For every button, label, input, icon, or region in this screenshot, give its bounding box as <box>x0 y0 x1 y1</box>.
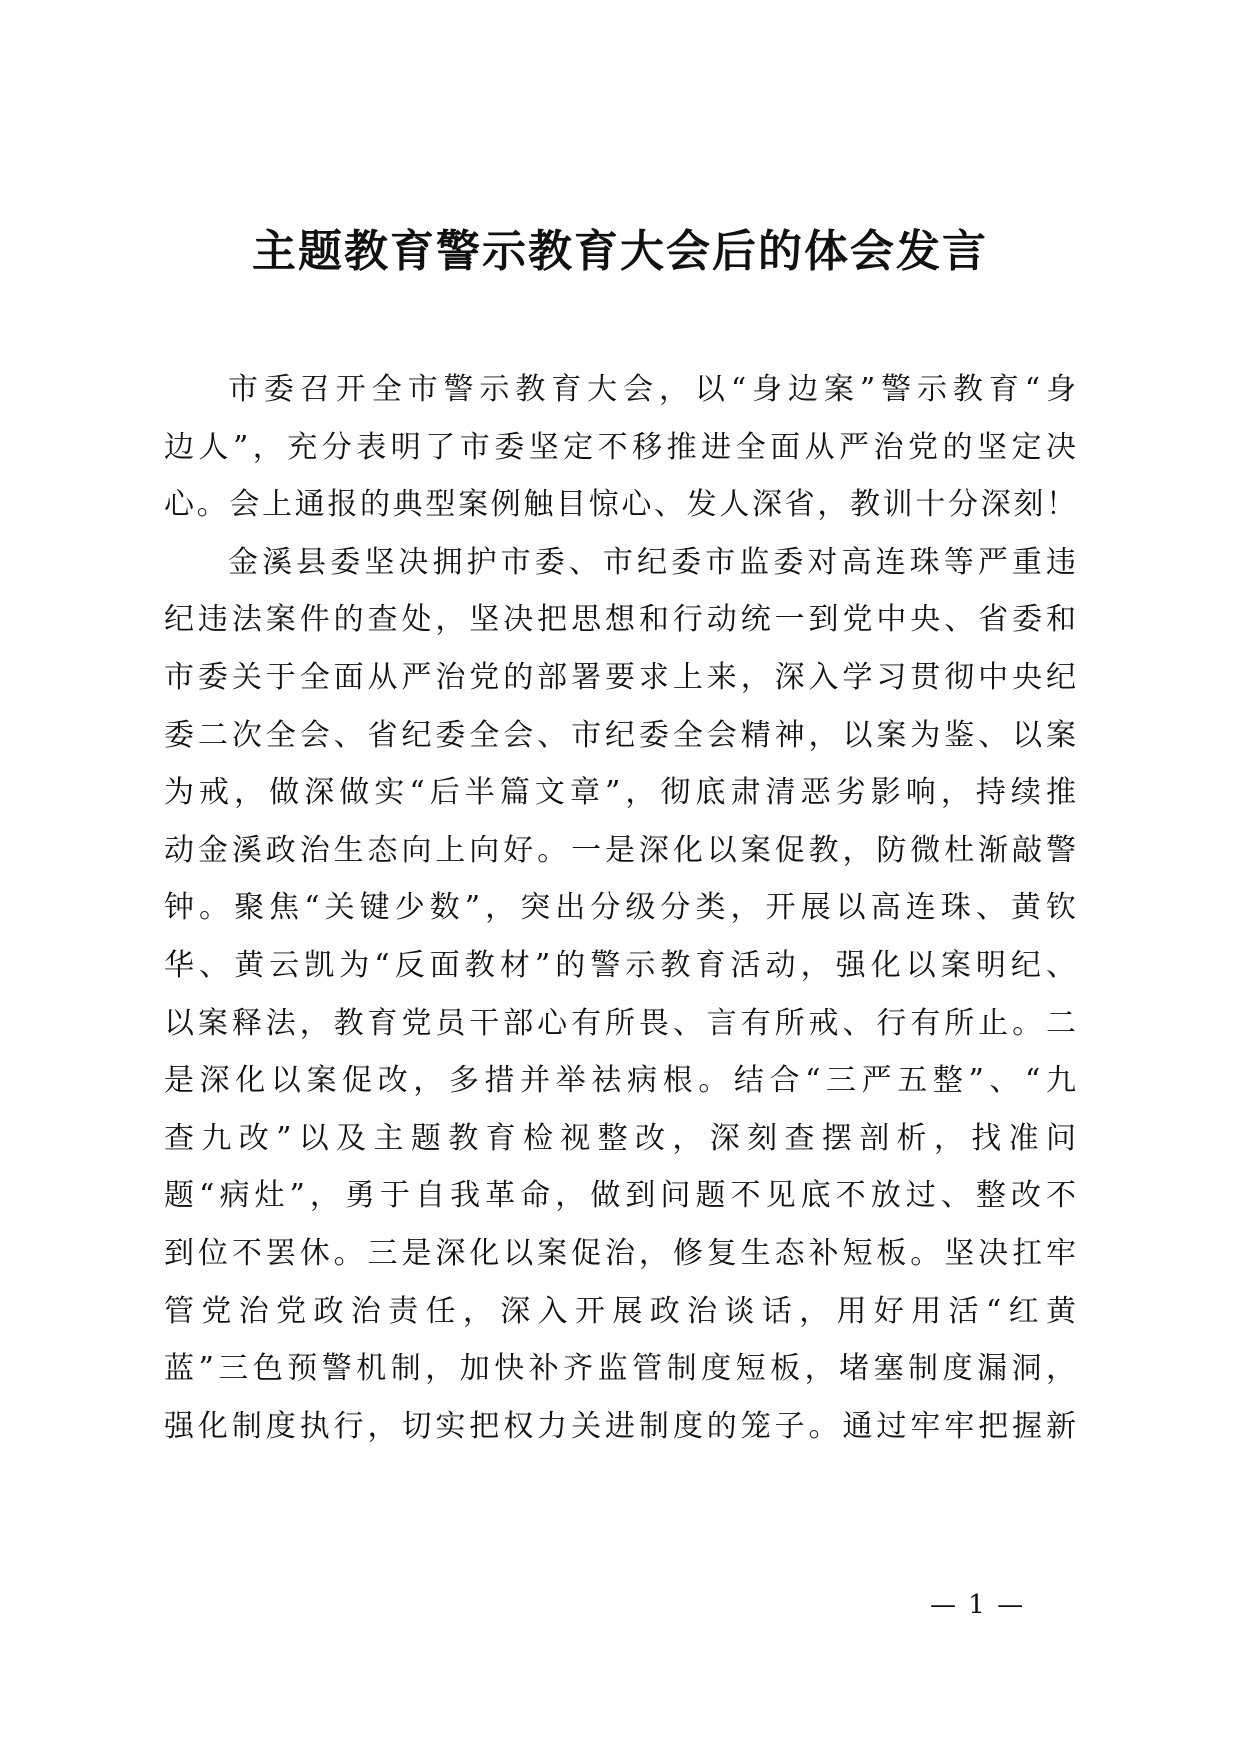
paragraph-2-line-9: 以案释法，教育党员干部心有所畏、言有所戒、行有所止。二 <box>164 1005 1076 1041</box>
paragraph-2-line-13: 到位不罢休。三是深化以案促治，修复生态补短板。坚决扛牢 <box>164 1235 1076 1271</box>
page-number: — 1 — <box>930 1590 1026 1620</box>
body-text <box>164 361 1076 1455</box>
paragraph-2-line-4: 委二次全会、省纪委全会、市纪委全会精神，以案为鉴、以案 <box>164 717 1076 753</box>
paragraph-2-line-12: 题“病灶”，勇于自我革命，做到问题不见底不放过、整改不 <box>164 1178 1076 1214</box>
paragraph-1-line-1: 市委召开全市警示教育大会，以“身边案”警示教育“身 <box>228 372 1076 407</box>
paragraph-2-line-10: 是深化以案促改，多措并举祛病根。结合“三严五整”、“九 <box>164 1063 1076 1099</box>
paragraph-2-line-3: 市委关于全面从严治党的部署要求上来，深入学习贯彻中央纪 <box>164 659 1076 695</box>
paragraph-2-line-6: 动金溪政治生态向上向好。一是深化以案促教，防微杜渐敲警 <box>164 832 1076 868</box>
paragraph-2-line-1: 金溪县委坚决拥护市委、市纪委市监委对高连珠等严重违 <box>228 544 1076 580</box>
document-title: 主题教育警示教育大会后的体会发言 <box>252 226 988 277</box>
paragraph-2-line-7: 钟。聚焦“关键少数”，突出分级分类，开展以高连珠、黄钦 <box>164 890 1076 926</box>
paragraph-2-line-14: 管党治党政治责任，深入开展政治谈话，用好用活“红黄 <box>164 1293 1076 1329</box>
paragraph-2-line-8: 华、黄云凯为“反面教材”的警示教育活动，强化以案明纪、 <box>164 947 1076 983</box>
paragraph-1-line-2: 边人”，充分表明了市委坚定不移推进全面从严治党的坚定决 <box>164 429 1076 465</box>
paragraph-2-line-2: 纪违法案件的查处，坚决把思想和行动统一到党中央、省委和 <box>164 602 1076 638</box>
paragraph-1-line-3: 心。会上通报的典型案例触目惊心、发人深省，教训十分深刻！ <box>164 487 1076 523</box>
paragraph-2-line-11: 查九改”以及主题教育检视整改，深刻查摆剖析，找准问 <box>164 1120 1076 1156</box>
paragraph-2-line-16: 强化制度执行，切实把权力关进制度的笼子。通过牢牢把握新 <box>164 1408 1076 1444</box>
paragraph-2-line-15: 蓝”三色预警机制，加快补齐监管制度短板，堵塞制度漏洞， <box>164 1351 1076 1387</box>
paragraph-2-line-5: 为戒，做深做实“后半篇文章”，彻底肃清恶劣影响，持续推 <box>164 775 1076 811</box>
